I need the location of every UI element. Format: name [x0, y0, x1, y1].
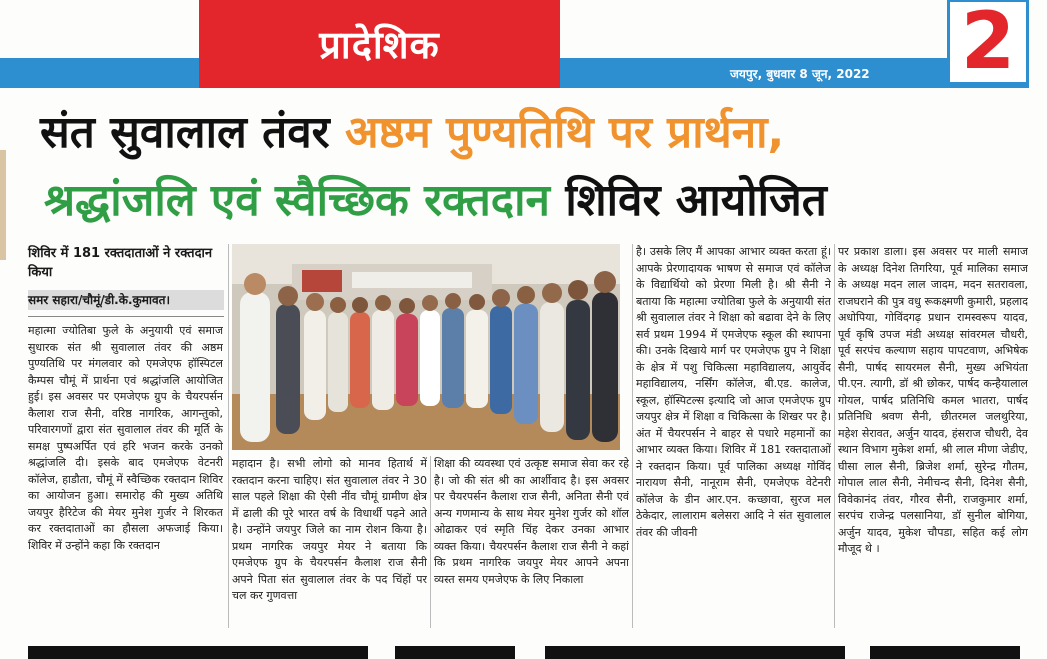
headline-black-2: शिविर आयोजित: [565, 175, 827, 226]
article-column-2: महादान है। सभी लोगो को मानव हितार्थ में रक्तदान करना चाहिए। संत सुवालाल तंवर ने 30 साल पहले शिक्षा की ऐसी नींव चौमूं ग्रामीण क्षेत्र में ढाली की पूरे भारत वर्ष के विधार्थी पढ़ने आते है। उन्होंने जयपुर जिले का नाम रोशन किया है। प्रथम नागरिक जयपुर मेयर ने बताया कि एमजेएफ ग्रुप के चैयरपर्सन कैलाश राज सैनी अपने पिता संत सुवालाल तंवर के पद चिंहों पर चल कर गुणवत्ता: [232, 457, 427, 602]
column-rule: [632, 244, 633, 628]
headline-orange: अष्ठम पुण्यतिथि पर प्रार्थना,: [345, 107, 785, 158]
column-rule: [834, 244, 835, 628]
headline-line-1: [40, 105, 1030, 161]
kicker: शिविर में 181 रक्तदाताओं ने रक्तदान किया: [28, 246, 213, 280]
section-title: प्रादेशिक: [319, 23, 440, 67]
masthead-band-left: [0, 58, 206, 88]
column-rule: [430, 456, 431, 628]
dateline: जयपुर, बुधवार 8 जून, 2022: [730, 67, 870, 81]
event-photo-graphic: [232, 244, 620, 450]
headline-green: श्रद्धांजलि एवं स्वैच्छिक रक्तदान: [44, 175, 550, 226]
page-number: 2: [950, 2, 1026, 82]
adjacent-page-edge: [0, 150, 6, 260]
article-column-1: महात्मा ज्योतिबा फुले के अनुयायी एवं समाज सुधारक संत श्री सुवालाल तंवर की अष्ठम पुण्यतिथि पर मंगलवार को एमजेएफ हॉस्पिटल कैम्पस चौमूं में प्रार्थना एवं श्रद्धांजलि आयोजित हुई। इस अवसर पर एमजेएफ ग्रुप के चैयरपर्सन कैलाश राज सैनी, वरिष्ठ नागरिक, आगन्तुको, परिवारगणों द्वारा संत सुवालाल तंवर की मूर्ति के समक्ष पुष्पअर्पित एवं हरि भजन करके उनको श्रद्धांजलि दी। इसके बाद एमजेएफ वेटनरी कॉलेज, हाडौता, चौमूं में स्वैच्छिक रक्तदान शिविर का आयोजन हुआ। समारोह की मुख्य अतिथि जयपुर हैरिटेज की मेयर मुनेश गुर्जर ने शिरकत कर रक्तदाताओं का हौसला अफजाई किया। शिविर में उन्होंने कहा कि रक्तदान: [28, 324, 223, 552]
event-photo: [232, 244, 620, 450]
headline-line-2: [44, 173, 1034, 229]
article-column-4: है। उसके लिए मैं आपका आभार व्यक्त करता हूं। आपके प्रेरणादायक भाषण से समाज एवं कॉलेज के विद्यार्थियो को प्रेरणा मिली है। श्री सैनी ने बताया कि महात्मा ज्योतिबा फुले के अनुयायी संत श्री सुवालाल तंवर ने शिक्षा को बढावा देने के लिए सर्व प्रथम 1994 में एमजेएफ स्कूल की स्थापना की। उनके दिखाये मार्ग पर एमजेएफ ग्रुप ने शिक्षा के क्षेत्र में पशु चिकित्सा महाविद्यालय, आयुर्वेद महाविद्यालय, नर्सिंग कॉलेज, बी.एड. कालेज, स्कूल, हॉस्पिटल्स इत्यादि जो आज एमजेएफ ग्रुप जयपुर क्षेत्र में शिक्षा व चिकित्सा के शिखर पर है। अंत में चैयरपर्सन ने बाहर से पधारे महमानों का आभार व्यक्त किया। शिविर में 181 रक्तदाताओं ने रक्तदान किया। पूर्व पालिका अध्यक्ष गोविंद नारायण सैनी, नानूराम सैनी, एमजेएफ वेटेनरी कॉलेज के डीन आर.एन. कच्छावा, सुरज मल ठेकेदार, लालाराम बलेसरा आदि ने संत सुवालाल तंवर की जीवनी: [636, 245, 831, 539]
section-label: [199, 0, 560, 88]
next-headline-fragment: [0, 638, 1047, 659]
byline: समर सहारा/चौमूं/डी.के.कुमावत।: [28, 290, 224, 310]
article-column-5: पर प्रकाश डाला। इस अवसर पर माली समाज के अध्यक्ष दिनेश तिगरिया, पूर्व मालिका समाज के अध्यक्ष मदन लाल जादम, मदन सतरावला, राजघराने की पुत्र वधु रूकक्ष्मणी कुमारी, प्रहलाद अधोपिया, गोविंदगढ़ प्रधान रामस्वरूप यादव, पूर्व कृषि उपज मंडी अध्यक्ष सांवरमल चौधरी, पूर्व सरपंच कल्याण सहाय पापटवाण, अभिषेक सैनी, पार्षद सायरमल सैनी, मुख्य अभियंता पी.एन. त्यागी, डॉ श्री छोकर, पार्षद कन्हैयालाल गोयल, पार्षद प्रतिनिधि कमल भातरा, पार्षद प्रतिनिधि श्रवण सैनी, छीतरमल जलथुरिया, महेश सेरावत, अर्जुन यादव, हंसराज चौधरी, देव स्थान विभाग मुकेश शर्मा, श्री लाल मीणा जेडीए, घीसा लाल सैनी, ब्रिजेश शर्मा, सुरेन्द्र गौतम, गोपाल लाल सैनी, नेमीचन्द सैनी, दिनेश सैनी, विवेकानंद तंवर, गौरव सैनी, राजकुमार शर्मा, सरपंच राजेन्द्र पलसानिया, डॉ सुनील बोगिया, अर्जुन यादव, मुकेश चौपडा, सहित कई लोग मौजूद थे ।: [838, 245, 1028, 555]
byline-rule: [28, 316, 224, 317]
next-headline-fragment-graphic: [0, 638, 1047, 659]
column-rule: [228, 244, 229, 628]
headline-black-1: संत सुवालाल तंवर: [40, 107, 330, 158]
article-column-3: शिक्षा की व्यवस्था एवं उत्कृष्ट समाज सेवा कर रहे है। जो की संत श्री का आर्शीवाद है। इस अवसर पर चैयरपर्सन कैलाश राज सैनी, अनिता सैनी एवं अन्य गणमान्य के साथ मेयर मुनेश गुर्जर को शॉल ओढाकर एवं स्मृति चिंह देकर उनका आभार व्यक्त किया। चैयरपर्सन कैलाश राज सैनी ने कहां कि प्रथम नागरिक जयपुर मेयर आपने अपना व्यस्त समय एमजेएफ के लिए निकाला: [434, 457, 629, 586]
